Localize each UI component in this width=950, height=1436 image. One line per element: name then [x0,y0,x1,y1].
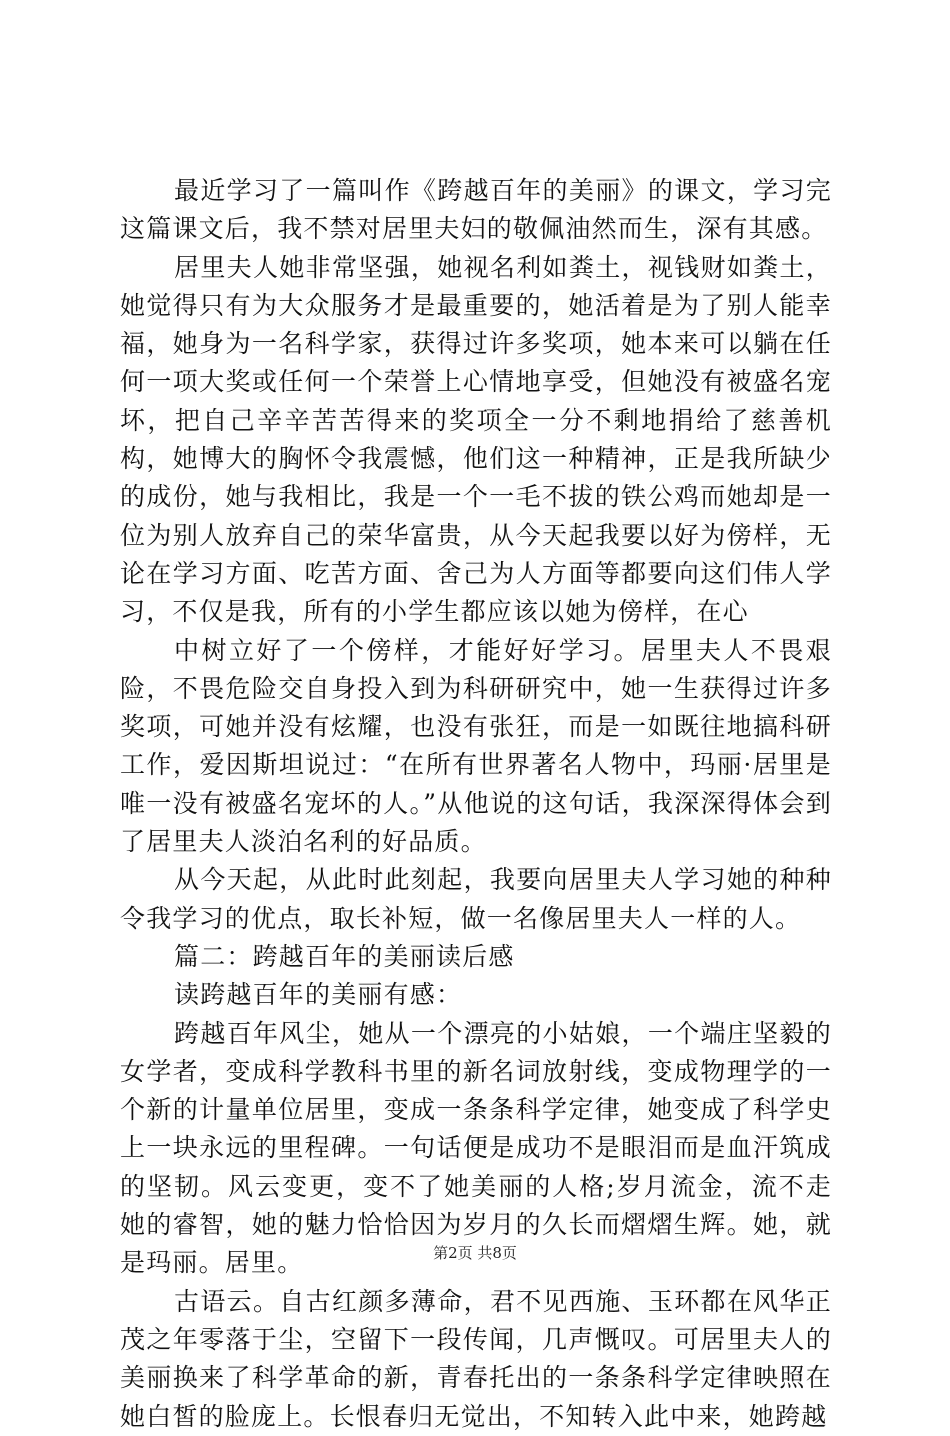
paragraph: 居里夫人她非常坚强，她视名利如粪土，视钱财如粪土，她觉得只有为大众服务才是最重要的，她活着是为了别人能幸福，她身为一名科学家，获得过许多奖项，她本来可以躺在任何一项大奖或任何一个荣誉上心情地享受，但她没有被盛名宠坏，把自己辛辛苦苦得来的奖项全一分不剩地捐给了慈善机构，她博大的胸怀令我震憾，他们这一种精神，正是我所缺少的成份，她与我相比，我是一个一毛不拔的铁公鸡而她却是一位为别人放弃自己的荣华富贵，从今天起我要以好为傍样，无论在学习方面、吃苦方面、舍己为人方面等都要向这们伟人学习，不仅是我，所有的小学生都应该以她为傍样，在心 [120,252,832,627]
page-number: 第2页 共8页 [433,1244,517,1262]
subheading: 读跨越百年的美丽有感： [174,980,463,1010]
paragraph: 跨越百年风尘，她从一个漂亮的小姑娘，一个端庄坚毅的女学者，变成科学教科书里的新名词放射线，变成物理学的一个新的计量单位居里，变成一条条科学定律，她变成了科学史上一块永远的里程碑。一句话便是成功不是眼泪而是血汗筑成的坚韧。风云变更，变不了她美丽的人格;岁月流金，流不走她的睿智，她的魅力恰恰因为岁月的久长而熠熠生辉。她，就是玛丽。居里。 [120,1018,832,1278]
section-heading: 篇二：跨越百年的美丽读后感 [174,941,515,971]
page-footer [0,1243,950,1263]
paragraph: 最近学习了一篇叫作《跨越百年的美丽》的课文，学习完这篇课文后，我不禁对居里夫妇的敬佩油然而生，深有其感。 [120,176,832,244]
paragraph: 古语云。自古红颜多薄命，君不见西施、玉环都在风华正茂之年零落于尘，空留下一段传闻，几声慨叹。可居里夫人的美丽换来了科学革命的新，青春托出的一条条科学定律映照在她白皙的脸庞上。长恨春归无觉出，不知转入此中来，她跨越 [120,1286,832,1431]
paragraph: 中树立好了一个傍样，才能好好学习。居里夫人不畏艰险，不畏危险交自身投入到为科研研究中，她一生获得过许多奖项，可她并没有炫耀，也没有张狂，而是一如既往地搞科研工作，爱因斯坦说过：“在所有世界著名人物中，玛丽·居里是唯一没有被盛名宠坏的人。”从他说的这句话，我深深得体会到了居里夫人淡泊名利的好品质。 [120,635,832,857]
paragraph: 从今天起，从此时此刻起，我要向居里夫人学习她的种种令我学习的优点，取长补短，做一名像居里夫人一样的人。 [120,865,832,933]
